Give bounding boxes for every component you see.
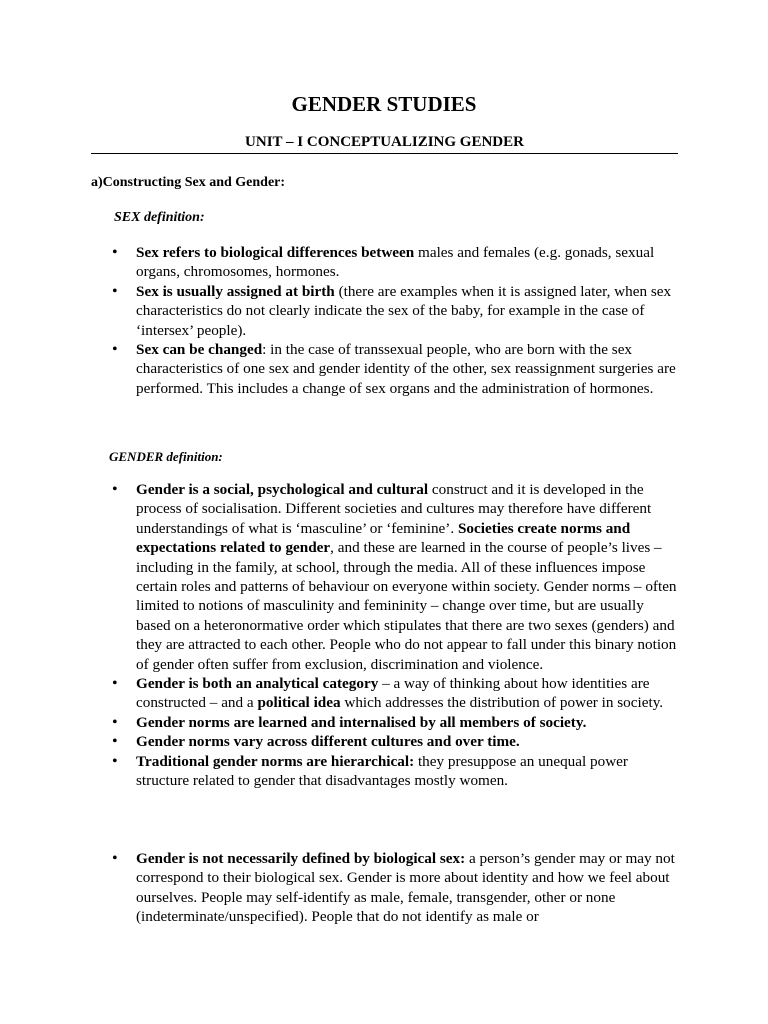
gender-definition-list [108, 480, 678, 791]
bold-text: Gender norms are learned and internalised by all members of society. [136, 713, 587, 731]
gender-definition-list-continued [108, 849, 678, 927]
body-text: construct and it is developed in the process of socialisation. Different societies and cultures may therefore have different understandings of what is ‘masculine’ or ‘feminine’. [136, 481, 652, 537]
body-text: which addresses the distribution of power in society. [340, 694, 664, 712]
body-text: : in the case of transsexual people, who are born with the sex characteristics of one sex and gender identity of the other, sex reassignment surgeries are performed. This includes a change of sex organs and the administration of hormones. [136, 341, 676, 397]
bold-text: Gender is both an analytical category [136, 675, 379, 693]
bold-text: Gender is a social, psychological and cultural [136, 481, 429, 498]
unit-heading: UNIT – I CONCEPTUALIZING GENDER [91, 134, 678, 154]
body-text: a person’s gender may or may not correspond to their biological sex. Gender is more about identity and how we feel about ourselves. People may self-identify as male, female, transgender, other or none (indeterminate/unspecified). People that do not identify as male or [136, 850, 675, 926]
section-heading: a)Constructing Sex and Gender: [91, 175, 286, 190]
list-item [108, 713, 678, 732]
body-text: they presuppose an unequal power structure related to gender that disadvantages mostly women. [136, 752, 628, 790]
gender-definition-heading: GENDER definition: [109, 449, 223, 464]
bold-text: Sex is usually assigned at birth [136, 282, 335, 300]
bold-text: Traditional gender norms are hierarchical: [136, 752, 415, 770]
list-item [108, 282, 678, 340]
sex-definition-heading: SEX definition: [114, 210, 205, 225]
list-item [108, 340, 678, 398]
list-item [108, 243, 678, 282]
list-item [108, 732, 678, 751]
list-item [108, 849, 678, 927]
body-text: , and these are learned in the course of people’s lives – including in the family, at school, through the media. All of these influences impose certain roles and patterns of behaviour on everyone within society. Gender norms – often limited to notions of masculinity and femininity – change over time, but are usually based on a heteronormative order which stipulates that there are two sexes (genders) and they are attracted to each other. People who do not appear to fall under this binary notion of gender often suffer from exclusion, discrimination and violence. [136, 539, 677, 673]
sex-definition-list [108, 243, 678, 398]
list-item [108, 480, 678, 674]
body-text: males and females (e.g. gonads, sexual organs, chromosomes, hormones. [136, 244, 655, 281]
bold-text: Sex refers to biological differences between [136, 244, 415, 261]
bold-text: Sex can be changed [136, 341, 263, 359]
bold-text: Gender norms vary across different cultures and over time. [136, 733, 520, 751]
list-item [108, 752, 678, 791]
bold-text: Societies create norms and expectations related to gender [136, 519, 631, 557]
body-text: (there are examples when it is assigned later, when sex characteristics do not clearly indicate the sex of the baby, for example in the case of ‘intersex’ people). [136, 282, 672, 339]
bold-text: political idea [257, 694, 341, 712]
list-item [108, 674, 678, 713]
body-text: – a way of thinking about how identities are constructed – and a [136, 675, 650, 712]
bold-text: Gender is not necessarily defined by biological sex: [136, 850, 466, 867]
document-title: GENDER STUDIES [291, 92, 477, 116]
